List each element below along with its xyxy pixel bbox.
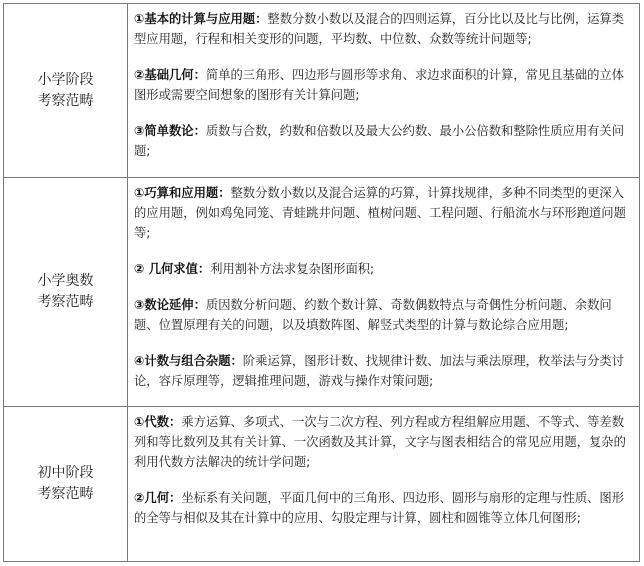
topic-item <box>134 295 634 335</box>
section-row-junior <box>4 407 640 562</box>
topic-item <box>134 121 634 161</box>
section-row-primary <box>4 4 640 178</box>
content-cell <box>128 4 640 178</box>
topic-desc: 质数与合数，约数和倍数以及最大公约数、最小公倍数和整除性质应用有关问题; <box>134 124 625 158</box>
stage-cell <box>4 178 128 407</box>
content-cell <box>128 407 640 562</box>
stage-sublabel: 考察范畴 <box>37 92 94 109</box>
stage-cell <box>4 4 128 178</box>
topic-desc: 质因数分析问题、约数个数计算、奇数偶数特点与奇偶性分析问题、余数问题、位置原理有关的问题，以及填数阵图、解竖式类型的计算与数论综合应用题; <box>134 298 612 332</box>
topic-title: ②基础几何： <box>134 68 206 82</box>
topic-title: ③简单数论： <box>134 124 206 138</box>
topic-title: ②几何： <box>134 491 182 505</box>
topic-title: ③数论延伸： <box>134 298 206 312</box>
topic-desc: 整数分数小数以及混合运算的巧算，计算找规律，多种不同类型的更深入的应用题，例如鸡兔同笼、青蛙跳井问题、植树问题、工程问题、行船流水与环形跑道问题等; <box>134 186 626 240</box>
content-cell <box>128 178 640 407</box>
topic-title: ①代数： <box>134 415 182 429</box>
stage-sublabel: 考察范畴 <box>37 486 94 502</box>
stage-label: 小学阶段 <box>37 71 94 88</box>
topic-desc: 简单的三角形、四边形与圆形等求角、求边求面积的计算，常见且基础的立体图形或需要空间想象的图形有关计算问题; <box>134 68 625 102</box>
topic-item <box>134 183 634 243</box>
topic-desc: 阶乘运算，图形计数、找规律计数、加法与乘法原理，枚举法与分类讨论，容斥原理等，逻辑推理问题，游戏与操作对策问题; <box>134 354 625 388</box>
topic-title: ①巧算和应用题： <box>134 186 231 200</box>
topic-item <box>134 488 634 528</box>
topic-title: ② 几何求值： <box>134 262 211 276</box>
topic-desc: 利用割补方法求复杂图形面积; <box>210 262 375 276</box>
topic-item <box>134 412 634 472</box>
section-row-olympiad <box>4 178 640 407</box>
topic-desc: 乘方运算、多项式、一次与二次方程、列方程或方程组解应用题、不等式、等差数列和等比数列及其有关计算、一次函数及其计算，文字与图表相结合的常见应用题，复杂的利用代数方法解决的统计学问题; <box>134 415 626 469</box>
stage-label: 初中阶段 <box>37 465 94 481</box>
stage-sublabel: 考察范畴 <box>37 294 94 310</box>
topic-item <box>134 259 634 279</box>
topic-desc: 整数分数小数以及混合的四则运算，百分比以及比与比例，运算类型应用题，行程和相关变形的问题，平均数、中位数、众数等统计问题等; <box>134 12 625 46</box>
stage-cell <box>4 407 128 562</box>
topic-item <box>134 9 634 49</box>
topic-title: ④计数与组合杂题： <box>134 354 243 368</box>
topic-item <box>134 65 634 105</box>
topic-title: ①基本的计算与应用题： <box>134 12 268 26</box>
stage-label: 小学奥数 <box>37 273 94 289</box>
scope-table <box>3 3 640 562</box>
topic-desc: 坐标系有关问题，平面几何中的三角形、四边形、圆形与扇形的定理与性质、图形的全等与相似及其在计算中的应用、勾股定理与计算，圆柱和圆锥等立体几何图形; <box>134 491 625 525</box>
topic-item <box>134 351 634 391</box>
